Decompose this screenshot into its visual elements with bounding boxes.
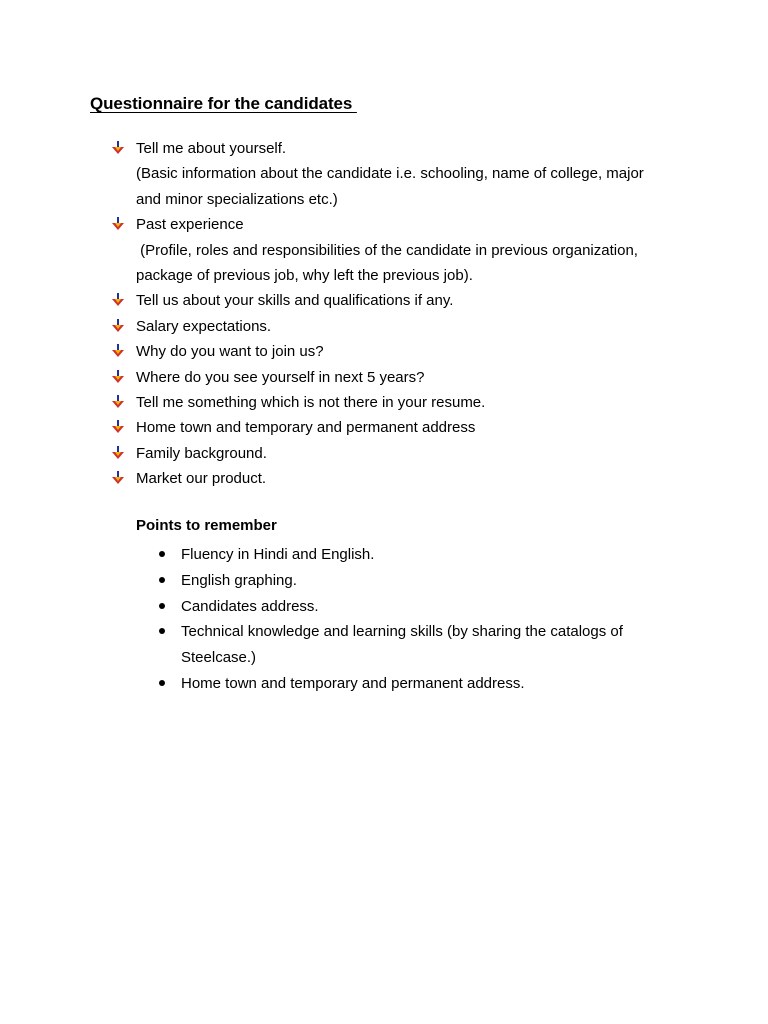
list-item	[112, 390, 672, 415]
point-text: Candidates address.	[181, 597, 319, 615]
bullet-dot-icon	[159, 577, 165, 583]
list-item	[112, 365, 672, 390]
down-arrow-icon	[112, 370, 124, 384]
list-item	[112, 415, 672, 440]
point-text: English graphing.	[181, 571, 297, 589]
down-arrow-icon	[112, 319, 124, 333]
question-text: Home town and temporary and permanent address	[136, 419, 476, 437]
question-text: Tell us about your skills and qualifications if any.	[136, 292, 454, 310]
question-text: Salary expectations.	[136, 317, 272, 335]
question-detail: (Profile, roles and responsibilities of the candidate in previous organization, package of previous job, why left the previous job).	[136, 241, 643, 285]
list-item	[158, 568, 678, 594]
list-item	[112, 441, 672, 466]
points-heading: Points to remember	[136, 517, 277, 534]
list-item	[112, 136, 672, 212]
point-text: Home town and temporary and permanent address.	[181, 674, 525, 692]
down-arrow-icon	[112, 344, 124, 358]
list-item	[158, 619, 678, 671]
list-item	[112, 466, 672, 491]
bullet-dot-icon	[159, 603, 165, 609]
question-text: Why do you want to join us?	[136, 343, 324, 361]
bullet-dot-icon	[159, 680, 165, 686]
list-item	[158, 594, 678, 620]
list-item	[158, 671, 678, 697]
question-text: Market our product.	[136, 470, 267, 488]
page-title: Questionnaire for the candidates	[90, 94, 357, 113]
question-list	[112, 136, 672, 492]
list-item	[158, 542, 678, 568]
down-arrow-icon	[112, 420, 124, 434]
list-item	[112, 314, 672, 339]
question-text: Family background.	[136, 444, 267, 462]
list-item	[112, 339, 672, 364]
question-text: Past experience	[136, 216, 244, 234]
points-list	[158, 542, 678, 697]
down-arrow-icon	[112, 471, 124, 485]
point-text: Fluency in Hindi and English.	[181, 546, 375, 563]
point-text: Technical knowledge and learning skills (by sharing the catalogs of Steelcase.)	[181, 623, 623, 667]
bullet-dot-icon	[159, 628, 165, 634]
question-text: Tell me about yourself.	[136, 140, 287, 157]
bullet-dot-icon	[159, 551, 165, 557]
down-arrow-icon	[112, 217, 124, 231]
question-text: Tell me something which is not there in your resume.	[136, 394, 486, 412]
down-arrow-icon	[112, 395, 124, 409]
question-detail: (Basic information about the candidate i.e. schooling, name of college, major and minor specializations etc.)	[136, 165, 644, 208]
question-text: Where do you see yourself in next 5 years?	[136, 368, 425, 386]
list-item	[112, 212, 672, 288]
list-item	[112, 288, 672, 313]
down-arrow-icon	[112, 141, 124, 155]
down-arrow-icon	[112, 446, 124, 460]
down-arrow-icon	[112, 293, 124, 307]
